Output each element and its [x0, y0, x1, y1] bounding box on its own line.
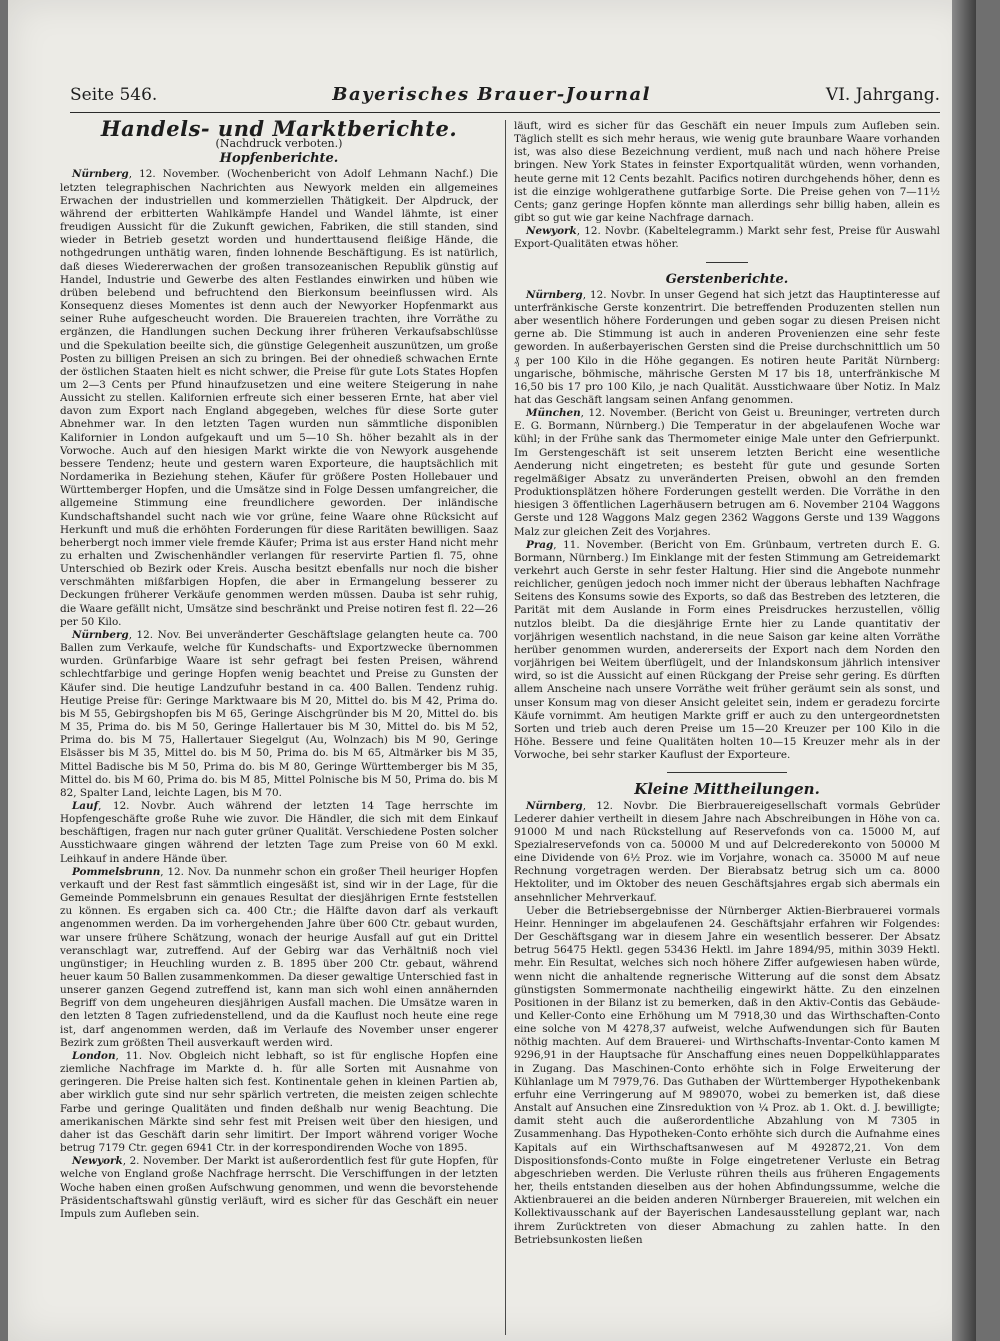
report-text: , 12. Nov. Bei unveränderter Geschäftslage gelangten heute ca. 700 Ballen zum Verkaufe, welche für Kundschafts- und Exportzwecke übernommen wurden. Grünfarbige Waare ist sehr gefragt bei festen Preisen, während schlechtfarbige und geringe Hopfen wenig beachtet und Preise zu Gunsten der Käufer sind. Die heutige Landzufuhr bestand in ca. 400 Ballen. Tendenz ruhig. Heutige Preise für: Geringe Marktwaare bis M 20, Mittel do. bis M 42, Prima do. bis M 55, Gebirgshopfen bis M 65, Geringe Aischgründer bis M 20, Mittel do. bis M 35, Prima do. bis M 50, Geringe Hallertauer bis M 30, Mittel do. bis M 52, Prima do. bis M 75, Hallertauer Siegelgut (Au, Wolnzach) bis M 90, Geringe Elsässer bis M 35, Mittel do. bis M 50, Prima do. bis M 65, Altmärker bis M 35, Mittel Badische bis M 50, Prima do. bis M 80, Geringe Württemberger bis M 35, Mittel do. bis M 60, Prima do. bis M 85, Mittel Polnische bis M 50, Prima do. bis M 82, Spalter Land, leichte Lagen, bis M 70.: [60, 628, 498, 799]
report-text: Ueber die Betriebsergebnisse der Nürnberger Aktien-Bierbrauerei vormals Heinr. Henninger im abgelaufenen 24. Geschäftsjahr erfahren wir Folgendes: Der Geschäftsgang war in diesem Jahre ein wesentlich besserer. Der Absatz betrug 56475 Hektl. gegen 53436 Hektl. im Jahre 1894/95, mithin 3039 Hektl. mehr. Ein Resultat, welches sich noch höhere Ziffer aufgewiesen haben würde, wenn nicht die anhaltende regnerische Witterung auf die sonst dem Absatz günstigsten Sommermonate nachtheilig eingewirkt hätte. Zu den einzelnen Positionen in der Bilanz ist zu bemerken, daß in den Aktiv-Contis das Gebäude- und Keller-Conto eine Erhöhung um M 7918,30 und das Wirthschaften-Conto eine solche von M 4278,37 aufweist, welche Aufwendungen sich für Bauten nöthig machten. Auf dem Brauerei- und Wirthschafts-Inventar-Conto kamen M 9296,91 in der Hauptsache für Anschaffung eines neuen Doppelkühlapparates in Zugang. Das Maschinen-Conto erhöhte sich in Folge Erweiterung der Kühlanlage um M 7979,76. Das Guthaben der Württemberger Hypothekenbank erfuhr eine Verringerung auf M 989070, wobei zu bemerken ist, daß diese Anstalt auf Ansuchen eine Zinsreduktion von ¼ Proz. ab 1. Okt. d. J. bewilligte; damit steht auch die außerordentliche Abzahlung von M 7305 in Zusammenhang. Das Hypotheken-Conto erhöhte sich durch die Aufnahme eines Kapitals auf ein Wirthschaftsanwesen auf M 492872,21. Von dem Dispositionsfonds-Conto mußte in Folge eingetretener Verluste ein Betrag abgeschrieben werden. Die Verluste rühren theils aus früheren Engagements her, theils entstanden dieselben aus der hohen Abfindungssumme, welche die Aktienbrauerei an die beiden anderen Nürnberger Brauereien, mit welchen ein Kollektivausschank auf der Bayerischen Landesausstellung geplant war, nach ihrem Zurücktreten von dieser Abmachung zu zahlen hatte. In den Betriebsunkosten ließen: [514, 904, 940, 1246]
report-text: , 12. November. (Wochenbericht von Adolf Lehmann Nachf.) Die letzten telegraphischen Nachrichten aus Newyork melden ein allgemeines Erwachen der industriellen und kommerziellen Thätigkeit. Der Alpdruck, der während der erbitterten Wahlkämpfe Handel und Wandel lähmte, ist einer freudigen Aussicht für die Zukunft gewichen, Fabriken, die still standen, sind wieder in Betrieb gesetzt worden und hunderttausend fleißige Hände, die nothgedrungen unthätig waren, finden lohnende Beschäftigung. Es ist natürlich, daß dieses Wiedererwachen der großen transozeanischen Republik günstig auf Handel, Industrie und Gewerbe des alten Festlandes einwirken und hüben wie drüben belebend und befruchtend den Bierkonsum beeinflussen wird. Als Konsequenz dieses Momentes ist denn auch der Newyorker Hopfenmarkt aus seiner Ruhe aufgescheucht worden. Die Brauereien trachten, ihre Vorräthe zu ergänzen, die Handlungen suchen Deckung ihrer früheren Verkaufsabschlüsse und die Spekulation beeilte sich, die günstige Gelegenheit auszunützen, um große Posten zu billigen Preisen an sich zu bringen. Bei der ohnedieß schwachen Ernte der östlichen Staaten hielt es nicht schwer, die Preise für gute Lots States Hopfen um 2—3 Cents per Pfund hinaufzusetzen und eine weitere Steigerung in nahe Aussicht zu stellen. Kalifornien erfreute sich einer besseren Ernte, hat aber viel davon zum Export nach England abgegeben, welches für diese Sorte guter Abnehmer war. In den letzten Tagen wurden nun sämmtliche disponiblen Kalifornier in London aufgekauft und um 5—10 Sh. höher bezahlt als in der Vorwoche. Auch auf den hiesigen Markt wirkte die von Newyork ausgehende bessere Tendenz; heute und gestern waren Exporteure, die hauptsächlich mit Nordamerika in Beziehung stehen, Käufer für größere Posten Hollebauer und Württemberger Hopfen, und die Umsätze sind in Folge Dessen umfangreicher, die allgemeine Stimmung eine freundlichere geworden. Der inländische Kundschaftshandel sucht nach wie vor grüne, feine Waare ohne Rücksicht auf Herkunft und muß die erhöhten Forderungen für diese Raritäten bewilligen. Saaz beherbergt noch immer viele fremde Käufer; Prima ist aus erster Hand nicht mehr zu erhalten und Zwischenhändler verlangen für reservirte Partien fl. 75, ohne Unterschied ob Bezirk oder Kreis. Auscha besitzt ebenfalls nur noch die bisher verschmähten mißfarbigen Hopfen, die aber in Ermangelung besserer zu Deckungen früherer Verkäufe genommen werden müssen. Dauba ist sehr ruhig, die Waare gefällt nicht, Umsätze sind beschränkt und Preise notiren fest fl. 22—26 per 50 Kilo.: [60, 168, 498, 628]
report-paragraph: [514, 539, 940, 763]
report-paragraph: [60, 1050, 498, 1155]
page-edge-shadow: [952, 0, 976, 1341]
report-place: München: [526, 407, 581, 420]
report-paragraph: [514, 289, 940, 407]
report-place: Nürnberg: [72, 168, 129, 181]
report-text: , 12. November. (Bericht von Geist u. Breuninger, vertreten durch E. G. Bormann, Nürnberg.) Die Temperatur in der abgelaufenen Woche war kühl; in der Frühe sank das Thermometer einige Male unter den Gefrierpunkt. Im Gerstengeschäft ist seit unserem letzten Bericht eine wesentliche Aenderung nicht eingetreten; es besteht für gute und gesunde Sorten regelmäßiger Absatz zu unveränderten Preisen, obwohl an den fremden Produktionsplätzen höhere Forderungen gestellt werden. Die Vorräthe in den hiesigen 3 öffentlichen Lagerhäusern betrugen am 6. November 2104 Waggons Gerste und 128 Waggons Malz gegen 2362 Waggons Gerste und 139 Waggons Malz zur gleichen Zeit des Vorjahres.: [514, 407, 940, 538]
report-text: , 2. November. Der Markt ist außerordentlich fest für gute Hopfen, für welche von England große Nachfrage herrscht. Die Verschiffungen in der letzten Woche haben einen großen Aufschwung genommen, und wenn die bevorstehende Präsidentschaftswahl günstig verläuft, wird es sicher für das Geschäft ein neuer Impuls zum Aufleben sein.: [60, 1155, 498, 1220]
page-number: Seite 546.: [70, 85, 158, 105]
left-column: [60, 120, 498, 1335]
report-place: Lauf: [72, 799, 99, 812]
report-text: , 12. Novbr. Auch während der letzten 14 Tage herrschte im Hopfengeschäfte große Ruhe wie zuvor. Die Händler, die sich mit dem Einkauf beschäftigen, fragen nur nach guter grüner Qualität. Verschiedene Posten solcher Ausstichwaare gingen während der letzten Tage zum Preise von 60 M exkl. Leihkauf in andere Hände über.: [60, 799, 498, 865]
report-text: , 12. Nov. Da nunmehr schon ein großer Theil heuriger Hopfen verkauft und der Rest fast sämmtlich eingesäßt ist, sind wir in der Lage, für die Gemeinde Pommelsbrunn ein genaues Resultat der diesjährigen Ernte feststellen zu können. Es ergaben sich ca. 400 Ctr.; die Hälfte davon darf als verkauft angenommen werden. Da im vorhergehenden Jahre über 600 Ctr. gebaut wurden, war unsere frühere Schätzung, wonach der heurige Ausfall auf gut ein Drittel veranschlagt war, zutreffend. Auf der Gebirg war das Verhältniß noch viel ungünstiger; in Heuchling wurden z. B. 1895 über 200 Ctr. gebaut, während heuer kaum 50 Ballen zusammenkommen. Da dieser gewaltige Unterschied fast in unserer ganzen Gegend zutreffend ist, kann man sich wohl einen annähernden Begriff von dem ungeheuren diesjährigen Ausfall machen. Die Umsätze waren in den letzten 8 Tagen zufriedenstellend, und da die Kauflust noch heute eine rege ist, darf angenommen werden, daß im Verlaufe des November unser engerer Bezirk zum größten Theil ausverkauft werden wird.: [60, 865, 498, 1049]
report-paragraph: [514, 905, 940, 1247]
report-place: Nürnberg: [526, 799, 583, 812]
journal-title: Bayerisches Brauer-Journal: [332, 84, 651, 105]
page-header: [70, 84, 940, 113]
right-column: [514, 120, 940, 1335]
report-place: London: [72, 1049, 116, 1062]
report-place: Pommelsbrunn: [72, 865, 161, 878]
report-paragraph: [514, 407, 940, 539]
report-text: , 12. Novbr. (Kabeltelegramm.) Markt sehr fest, Preise für Auswahl Export-Qualitäten etwas höher.: [514, 225, 940, 251]
barley-title: Gerstenberichte.: [665, 271, 789, 287]
misc-title: Kleine Mittheilungen.: [634, 780, 820, 799]
column-divider: [505, 120, 506, 1335]
report-text: , 12. Novbr. In unser Gegend hat sich jetzt das Hauptinteresse auf unterfränkische Gerste konzentrirt. Die betreffenden Produzenten stellen nun aber wesentlich höhere Forderungen und geben sogar zu diesen Preisen nicht gerne ab. Die Stimmung ist auch in anderen Provenienzen eine sehr feste geworden. In außerbayerischen Gersten sind die Preise durchschnittlich um 50 ₰ per 100 Kilo in die Höhe gegangen. Es notiren heute Parität Nürnberg: ungarische, böhmische, mährische Gersten M 17 bis 18, unterfränkische M 16,50 bis 17 pro 100 Kilo, je nach Qualität. Ausstichwaare über Notiz. In Malz hat das Geschäft langsam seinen Anfang genommen.: [514, 288, 940, 406]
report-text: , 11. November. (Bericht von Em. Grünbaum, vertreten durch E. G. Bormann, Nürnberg.) Im Einklange mit der festen Stimmung am Getreidemarkt verkehrt auch Gerste in sehr fester Haltung. Hier sind die Angebote nunmehr reichlicher, genügen jedoch noch immer nicht der überaus lebhaften Nachfrage Seitens des Konsums sowie des Exports, so daß das Bestreben des letzteren, die Parität mit dem Auslande in Form eines Preisdruckes herzustellen, völlig nutzlos bleibt. Da die diesjährige Ernte hier zu Lande quantitativ der vorjährigen wesentlich nachstand, in die neue Saison gar keine alten Vorräthe herüber genommen wurden, andererseits der Export nach dem Norden den vorjährigen bei Weitem überflügelt, und der Inlandskonsum jährlich intensiver wird, so ist die Aussicht auf einen Rückgang der Preise sehr gering. Es dürften allem Anscheine nach unsere Vorräthe weit früher geräumt sein als sonst, und unser Konsum mag von dieser Ansicht geleitet sein, indem er geradezu forcirte Käufe vornimmt. Am heutigen Markte griff er auch zu den untergeordnetsten Sorten und trieb auch deren Preise um 15—20 Kreuzer per 100 Kilo in die Höhe. Bessere und feine Qualitäten holten 10—15 Kreuzer mehr als in der Vorwoche, bei sehr starker Kauflust der Exporteure.: [514, 538, 940, 762]
section-title: Handels- und Marktberichte.: [100, 120, 458, 141]
section-divider: [667, 772, 787, 773]
report-place: Nürnberg: [72, 628, 129, 641]
report-paragraph: [60, 866, 498, 1050]
report-place: Prag: [526, 538, 554, 551]
report-paragraph: [514, 800, 940, 905]
hops-title: Hopfenberichte.: [219, 151, 339, 167]
report-place: Newyork: [72, 1155, 123, 1168]
report-place: Nürnberg: [526, 288, 583, 301]
reprint-note: (Nachdruck verboten.): [215, 137, 343, 151]
section-divider: [706, 262, 748, 263]
newspaper-page: [8, 0, 976, 1341]
report-paragraph: [514, 225, 940, 251]
report-paragraph: [60, 629, 498, 800]
report-text: , 12. Novbr. Die Bierbrauereigesellschaft vormals Gebrüder Lederer dahier vertheilt in diesem Jahre nach Abschreibungen in Höhe von ca. 91000 M und nach Rückstellung auf Reservefonds von ca. 15000 M, auf Spezialreservefonds von ca. 50000 M und auf Delcrederekonto von 50000 M eine Dividende von 6½ Proz. wie im Vorjahre, wonach ca. 35000 M auf neue Rechnung vorgetragen werden. Der Bierabsatz betrug sich um ca. 8000 Hektoliter, und im Oktober des neuen Geschäftsjahres ergab sich abermals ein ansehnlicher Mehrverkauf.: [514, 799, 940, 904]
report-text: , 11. Nov. Obgleich nicht lebhaft, so ist für englische Hopfen eine ziemliche Nachfrage im Markte d. h. für alle Sorten mit Ausnahme von geringeren. Die Preise halten sich fest. Kontinentale gehen in kleinen Partien ab, aber wirklich gute sind nur sehr spärlich vertreten, die meisten zeigen schlechte Farbe und geringe Qualitäten und finden deßhalb nur wenig Beachtung. Die amerikanischen Märkte sind sehr fest mit Preisen weit über den hiesigen, und daher ist das Geschäft darin sehr limitirt. Der Import während voriger Woche betrug 7179 Ctr. gegen 6941 Ctr. in der korrespondirenden Woche von 1895.: [60, 1049, 498, 1155]
report-place: Newyork: [526, 225, 577, 238]
report-paragraph: [60, 1155, 498, 1221]
volume-year: VI. Jahrgang.: [825, 85, 940, 105]
continuation-paragraph: läuft, wird es sicher für das Geschäft ein neuer Impuls zum Aufleben sein. Täglich stellt es sich mehr heraus, wie wenig gute braunbare Waare vorhanden ist, was also diese Bezeichnung verdient, muß nach und nach höhere Preise bringen. New York States in feinster Exportqualität würden, wenn vorhanden, heute gerne mit 12 Cents bezahlt. Pacifics notiren durchgehends höher, denn es ist die einzige wohlgerathene gutfarbige Sorte. Die Preise gehen von 7—11½ Cents; ganz geringe Hopfen könnte man allerdings sehr billig haben, allein es gibt so gut wie gar keine Nachfrage darnach.: [514, 120, 940, 225]
report-paragraph: [60, 168, 498, 628]
report-paragraph: [60, 800, 498, 866]
